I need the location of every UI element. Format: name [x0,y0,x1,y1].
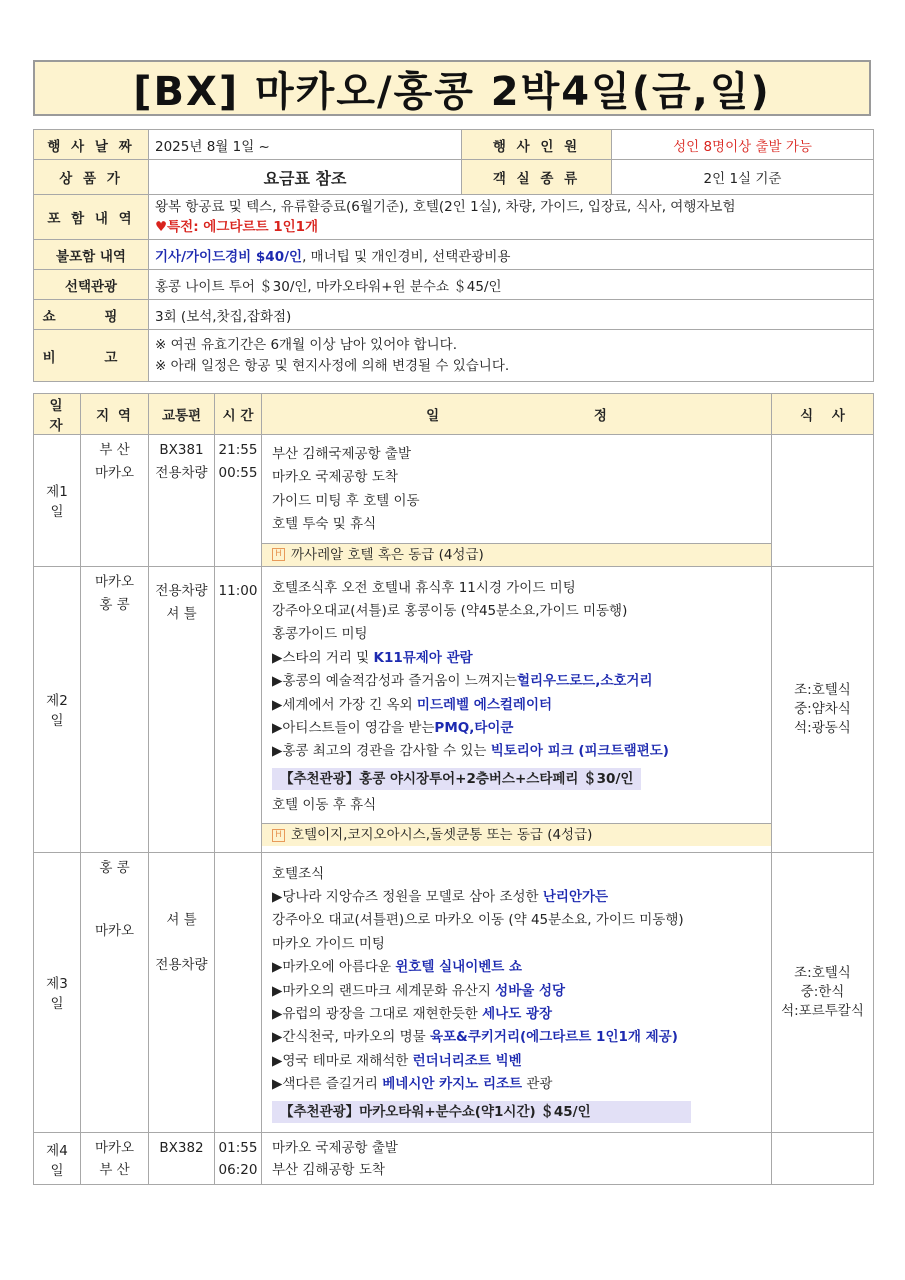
header-meal: 식 사 [772,394,874,435]
day-2-label: 제2일 [34,566,81,852]
itinerary-line: 강주아오대교(셔틀)로 홍콩이동 (약45분소요,가이드 미동행) [272,603,628,620]
day-2-meal: 조:호텔식 중:얌차식 석:광동식 [772,566,874,852]
day-1-itinerary [262,435,772,567]
day-2-time: 11:00 [215,566,262,852]
day-3-recommended-tour: 【추천관광】마카오타워+분수쇼(약1시간) ＄45/인 [272,1101,691,1123]
day-3-time [215,852,262,1132]
people-label: 행 사 인 원 [462,130,612,160]
itinerary-line: ▶마카오의 랜드마크 세계문화 유산지 성바울 성당 [272,982,566,999]
itinerary-line: 강주아오 대교(셔틀편)으로 마카오 이동 (약 45분소요, 가이드 미동행) [272,912,684,929]
itinerary-line: 마카오 가이드 미팅 [272,935,385,952]
day-3-transport: 셔 틀 전용차량 [149,852,215,1132]
note-cell [149,330,874,382]
day-2-transport: 전용차량 셔 틀 [149,566,215,852]
itinerary-line: ▶유럽의 광장을 그대로 재현한듯한 세나도 광장 [272,1006,553,1023]
option-label: 선택관광 [34,270,149,300]
heart-icon: ♥ [155,219,168,235]
include-cell [149,195,874,240]
header-region: 지 역 [81,394,149,435]
day-2-row [34,566,874,852]
people-value: 성인 8명이상 출발 가능 [612,130,874,160]
page-title: [BX] 마카오/홍콩 2박4일(금,일) [33,60,871,116]
price-value: 요금표 참조 [149,160,462,195]
day-4-transport: BX382 [149,1132,215,1184]
header-itinerary: 일 정 [262,394,772,435]
itinerary-line: ▶세계에서 가장 긴 옥외 미드레벨 에스컬레이터 [272,696,553,713]
option-value: 홍콩 나이트 투어 ＄30/인, 마카오타워+윈 분수쇼 ＄45/인 [149,270,874,300]
itinerary-line: 호텔조식후 오전 호텔내 휴식후 11시경 가이드 미팅 [272,579,576,596]
day-3-meal: 조:호텔식 중:한식 석:포르투칼식 [772,852,874,1132]
itinerary-line: 마카오 국제공항 출발 [272,1139,398,1156]
include-special: 특전: 에그타르트 1인1개 [167,219,319,235]
itinerary-line: ▶아티스트들이 영감을 받는PMQ,타이쿤 [272,720,514,737]
day-3-label: 제3일 [34,852,81,1132]
room-label: 객 실 종 류 [462,160,612,195]
date-value: 2025년 8월 1일 ~ [149,130,462,160]
shop-value: 3회 (보석,찻집,잡화점) [149,300,874,330]
shop-label: 쇼 핑 [34,300,149,330]
itinerary-line: 호텔조식 [272,865,325,882]
day-1-row [34,435,874,567]
header-transport: 교통편 [149,394,215,435]
itinerary-line: 가이드 미팅 후 호텔 이동 [272,492,420,509]
day-4-meal [772,1132,874,1184]
itinerary-line: ▶홍콩의 예술적감성과 즐거움이 느껴지는헐리우드로드,소호거리 [272,673,653,690]
price-label: 상 품 가 [34,160,149,195]
itinerary-line: ▶간식천국, 마카오의 명물 육포&쿠키거리(에그타르트 1인1개 제공) [272,1029,678,1046]
day-1-transport: BX381 전용차량 [149,435,215,567]
include-value: 왕복 항공료 및 텍스, 유류할증료(6월기준), 호텔(2인 1실), 차량, 가이드, 입장료, 식사, 여행자보험 [155,199,736,215]
itinerary-line: 홍콩가이드 미팅 [272,626,368,643]
note-1: ※ 여권 유효기간은 6개월 이상 남아 있어야 합니다. [155,336,458,353]
day-2-recommended-tour: 【추천관광】홍콩 야시장투어+2층버스+스타페리 ＄30/인 [272,768,641,790]
date-label: 행 사 날 짜 [34,130,149,160]
schedule-table [33,393,874,1185]
itinerary-line: 호텔 이동 후 휴식 [272,796,377,813]
exclude-rest: , 매너팁 및 개인경비, 선택관광비용 [302,248,511,265]
day-3-row [34,852,874,1132]
day-2-itinerary [262,566,772,852]
hotel-icon: H [272,829,285,842]
note-label: 비 고 [34,330,149,382]
day-2-region: 마카오 홍 콩 [81,566,149,852]
day-1-region: 부 산 마카오 [81,435,149,567]
day-1-time: 21:55 00:55 [215,435,262,567]
day-4-itinerary [262,1132,772,1184]
note-2: ※ 아래 일정은 항공 및 현지사정에 의해 변경될 수 있습니다. [155,357,510,374]
exclude-cell [149,240,874,270]
exclude-bold: 기사/가이드경비 $40/인 [155,248,303,265]
include-label: 포 함 내 역 [34,195,149,240]
itinerary-line: 호텔 투숙 및 휴식 [272,516,377,533]
hotel-icon: H [272,548,285,561]
itinerary-line: 부산 김해국제공항 출발 [272,446,411,462]
itinerary-line: ▶색다른 즐길거리 베네시안 카지노 리조트 관광 [272,1076,553,1093]
header-time: 시 간 [215,394,262,435]
day-3-itinerary [262,852,772,1132]
day-1-label: 제1일 [34,435,81,567]
day-1-meal [772,435,874,567]
itinerary-line: ▶영국 테마로 재해석한 런더너리조트 빅벤 [272,1052,522,1069]
day-1-hotel: H 까사레알 호텔 혹은 동급 (4성급) [262,543,771,566]
itinerary-line: ▶마카오에 아름다운 윈호텔 실내이벤트 쇼 [272,959,523,976]
day-2-hotel: H 호텔이지,코지오아시스,돌셋쿤통 또는 동급 (4성급) [262,823,771,846]
day-4-time: 01:55 06:20 [215,1132,262,1184]
itinerary-line: 마카오 국제공항 도착 [272,469,398,486]
exclude-label: 불포함 내역 [34,240,149,270]
day-4-label: 제4일 [34,1132,81,1184]
itinerary-line: 부산 김해공항 도착 [272,1161,385,1178]
info-table [33,129,874,382]
day-3-region: 홍 콩 마카오 [81,852,149,1132]
itinerary-line: ▶스타의 거리 및 K11뮤제아 관람 [272,649,473,666]
itinerary-line: ▶당나라 지앙슈즈 정원을 모델로 삼아 조성한 난리안가든 [272,889,609,906]
header-day: 일 자 [34,394,81,435]
day-4-region: 마카오 부 산 [81,1132,149,1184]
day-4-row [34,1132,874,1184]
itinerary-line: ▶홍콩 최고의 경관을 감사할 수 있는 빅토리아 피크 (피크트램편도) [272,743,669,760]
room-value: 2인 1실 기준 [612,160,874,195]
